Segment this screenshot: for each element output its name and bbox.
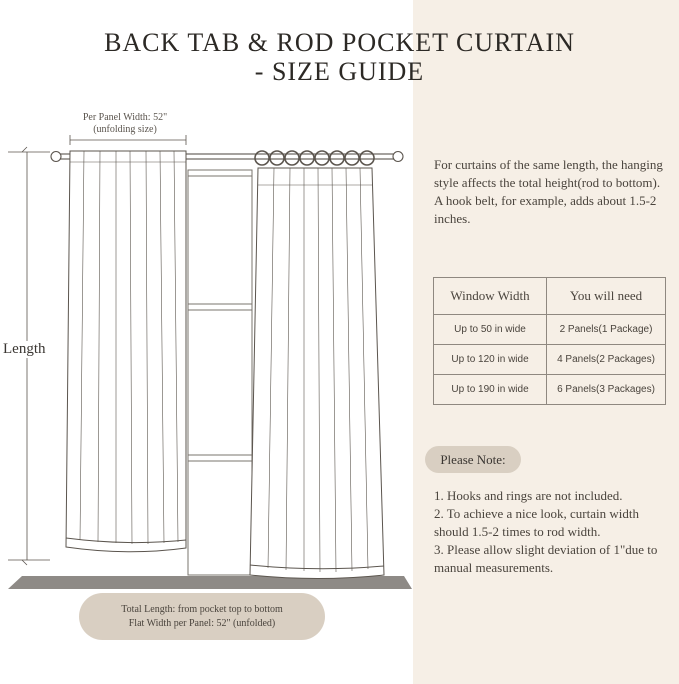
intro-text: For curtains of the same length, the hanging style affects the total height(rod to bottom). A hook belt, for example, adds about 1.5-2 inches.: [434, 157, 663, 226]
panel-width-label: [60, 112, 190, 136]
table-row: [434, 315, 666, 345]
table-cell-width: Up to 50 in wide: [434, 315, 547, 345]
please-note-badge: Please Note:: [425, 446, 521, 473]
table-row: [434, 375, 666, 405]
table-cell-need: 2 Panels(1 Package): [547, 315, 666, 345]
notes-list: [434, 487, 674, 577]
table-row: [434, 345, 666, 375]
panel-width-value: Per Panel Width: 52": [82, 112, 168, 123]
title-line-2: - SIZE GUIDE: [254, 57, 425, 86]
length-label: Length: [3, 341, 46, 357]
note-item: 2. To achieve a nice look, curtain width should 1.5-2 times to rod width.: [434, 506, 639, 539]
width-dimension: [70, 135, 186, 145]
table-header-row: [434, 278, 666, 315]
table-cell-need: 4 Panels(2 Packages): [547, 345, 666, 375]
right-curtain: [250, 168, 384, 579]
page-title: [0, 28, 679, 86]
total-length-badge: [79, 593, 325, 640]
total-length-text: Total Length: from pocket top to bottom: [121, 603, 283, 615]
size-table: [433, 277, 666, 405]
note-item: 1. Hooks and rings are not included.: [434, 488, 623, 503]
table-cell-need: 6 Panels(3 Packages): [547, 375, 666, 405]
header-window-width: Window Width: [434, 278, 547, 315]
title-line-1: BACK TAB & ROD POCKET CURTAIN: [104, 28, 575, 57]
flat-width-text: Flat Width per Panel: 52" (unfolded): [128, 617, 276, 629]
header-you-will-need: You will need: [547, 278, 666, 315]
note-item: 3. Please allow slight deviation of 1"due to manual measurements.: [434, 542, 658, 575]
curtain-illustration: [0, 100, 413, 620]
table-cell-width: Up to 190 in wide: [434, 375, 547, 405]
window-frame: [188, 170, 252, 575]
table-cell-width: Up to 120 in wide: [434, 345, 547, 375]
left-curtain: [66, 151, 186, 552]
panel-width-note: (unfolding size): [93, 124, 157, 135]
